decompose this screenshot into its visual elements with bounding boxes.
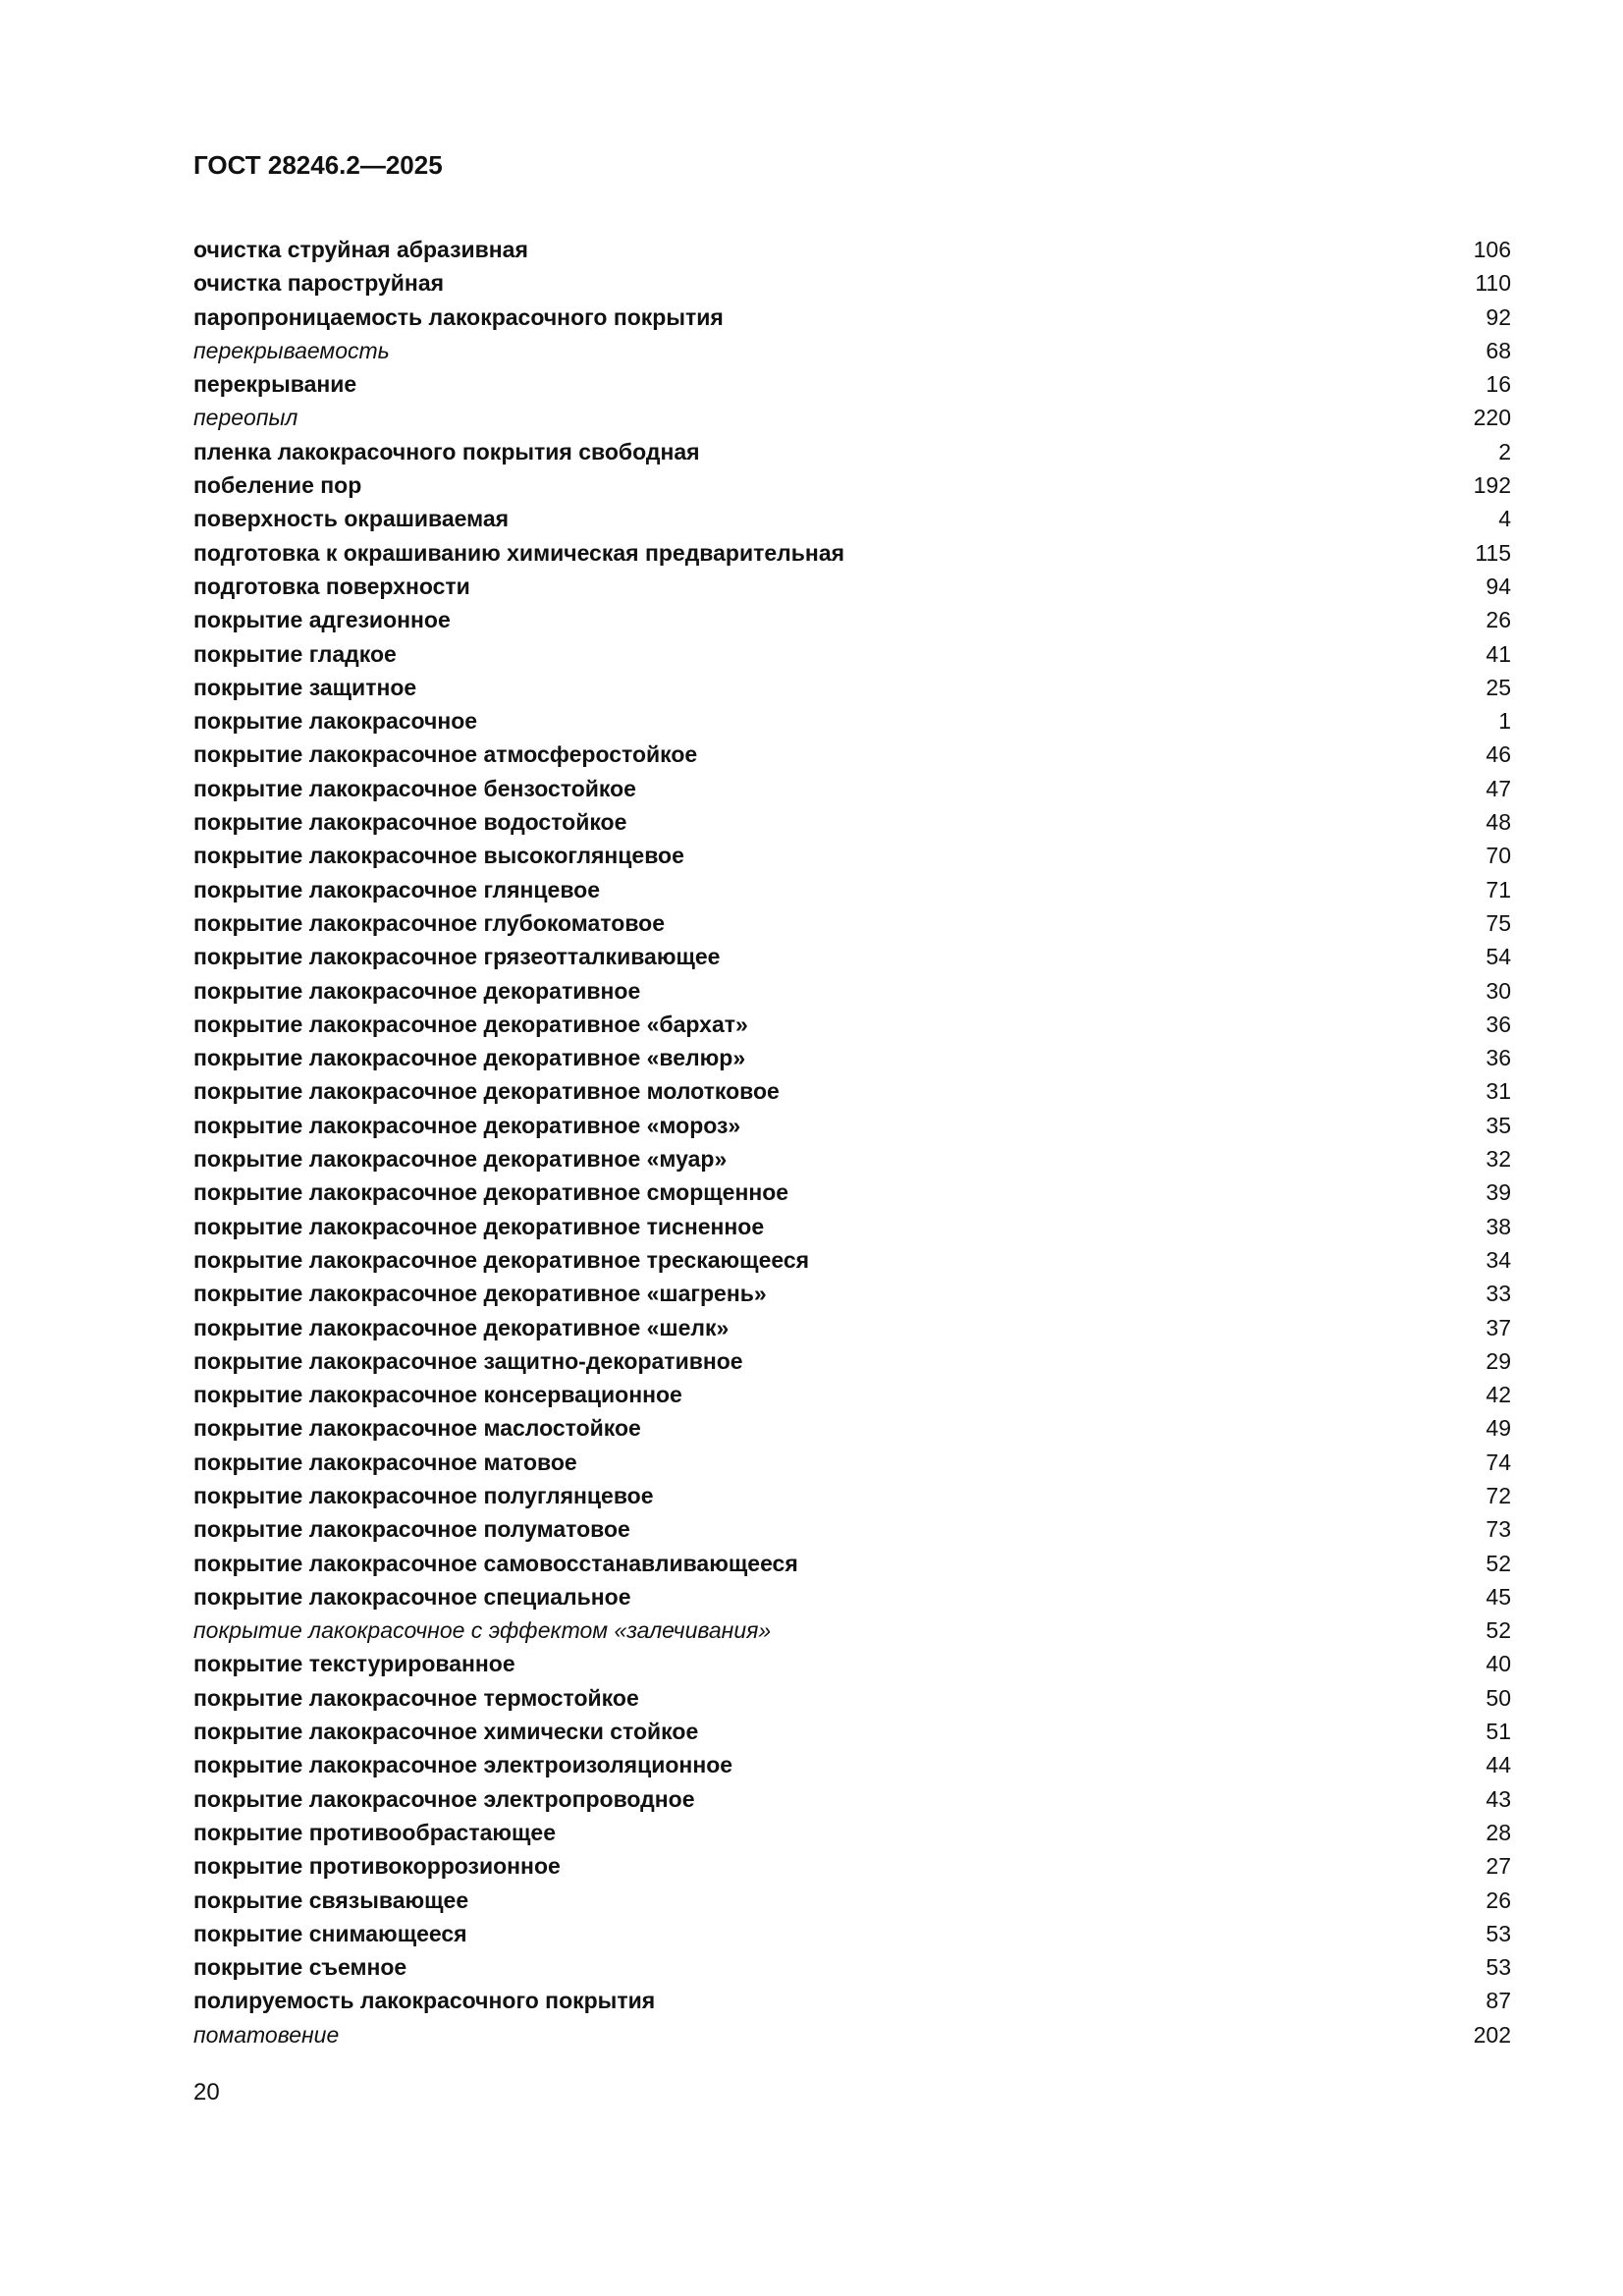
index-term: покрытие лакокрасочное электропроводное bbox=[193, 1785, 695, 1812]
index-term: покрытие лакокрасочное декоративное молотковое bbox=[193, 1078, 780, 1105]
index-term: перекрываемость bbox=[193, 337, 390, 363]
index-term-number: 115 bbox=[1475, 539, 1511, 566]
index-term: покрытие лакокрасочное декоративное сморщенное bbox=[193, 1179, 789, 1206]
index-term: покрытие лакокрасочное бензостойкое bbox=[193, 775, 636, 801]
index-term-number: 72 bbox=[1486, 1482, 1511, 1508]
index-term: покрытие лакокрасочное матовое bbox=[193, 1449, 577, 1475]
index-term-number: 53 bbox=[1486, 1920, 1511, 1946]
index-term: очистка пароструйная bbox=[193, 270, 445, 297]
index-term-number: 51 bbox=[1486, 1719, 1511, 1745]
index-term-number: 32 bbox=[1486, 1146, 1511, 1173]
index-entry bbox=[193, 671, 1511, 704]
index-term: покрытие лакокрасочное декоративное «шагрень» bbox=[193, 1281, 767, 1307]
index-term-number: 16 bbox=[1486, 371, 1511, 398]
index-entry bbox=[193, 906, 1511, 940]
index-term-number: 49 bbox=[1486, 1415, 1511, 1442]
index-entry bbox=[193, 637, 1511, 671]
index-term-number: 36 bbox=[1486, 1045, 1511, 1071]
page-number: 20 bbox=[193, 2079, 220, 2105]
alphabetical-index bbox=[193, 233, 1511, 2051]
index-entry bbox=[193, 367, 1511, 401]
index-entry bbox=[193, 1142, 1511, 1175]
index-term: покрытие лакокрасочное термостойкое bbox=[193, 1684, 639, 1711]
index-term: подготовка поверхности bbox=[193, 573, 470, 599]
index-entry bbox=[193, 1950, 1511, 1984]
index-term: покрытие лакокрасочное декоративное «шелк» bbox=[193, 1314, 730, 1340]
index-term-number: 39 bbox=[1486, 1179, 1511, 1206]
index-term: покрытие лакокрасочное маслостойкое bbox=[193, 1415, 641, 1442]
index-term: очистка струйная абразивная bbox=[193, 237, 528, 262]
index-entry bbox=[193, 940, 1511, 973]
index-term-number: 92 bbox=[1486, 303, 1511, 330]
index-term-number: 47 bbox=[1486, 775, 1511, 801]
index-entry bbox=[193, 1849, 1511, 1883]
index-term: покрытие съемное bbox=[193, 1954, 407, 1981]
index-entry bbox=[193, 1715, 1511, 1748]
index-term: покрытие лакокрасочное глубокоматовое bbox=[193, 909, 665, 936]
index-term: покрытие лакокрасочное защитно-декоративное bbox=[193, 1347, 743, 1374]
index-term-number: 44 bbox=[1486, 1752, 1511, 1778]
index-term: покрытие лакокрасочное декоративное трескающееся bbox=[193, 1246, 810, 1273]
index-term: покрытие лакокрасочное декоративное «велюр» bbox=[193, 1045, 746, 1071]
index-entry bbox=[193, 2018, 1511, 2051]
index-entry bbox=[193, 1816, 1511, 1849]
index-term-number: 48 bbox=[1486, 809, 1511, 836]
index-entry bbox=[193, 1210, 1511, 1243]
index-entry bbox=[193, 1378, 1511, 1411]
index-term-number: 74 bbox=[1486, 1449, 1511, 1475]
index-entry bbox=[193, 1681, 1511, 1715]
index-term-number: 28 bbox=[1486, 1819, 1511, 1845]
index-term: покрытие лакокрасочное bbox=[193, 708, 478, 735]
index-term: покрытие противокоррозионное bbox=[193, 1853, 561, 1880]
index-entry bbox=[193, 1277, 1511, 1310]
index-term: перекрывание bbox=[193, 371, 357, 398]
index-term: покрытие связывающее bbox=[193, 1886, 469, 1913]
index-term-number: 94 bbox=[1486, 573, 1511, 599]
index-term: поматовение bbox=[193, 2021, 340, 2048]
index-term: покрытие лакокрасочное водостойкое bbox=[193, 809, 627, 836]
index-entry bbox=[193, 1547, 1511, 1580]
index-term-number: 50 bbox=[1486, 1684, 1511, 1711]
index-term-number: 41 bbox=[1486, 640, 1511, 667]
index-term: пленка лакокрасочного покрытия свободная bbox=[193, 438, 700, 465]
index-entry bbox=[193, 502, 1511, 535]
index-term-number: 30 bbox=[1486, 977, 1511, 1004]
index-entry bbox=[193, 468, 1511, 502]
index-entry bbox=[193, 1479, 1511, 1512]
index-entry bbox=[193, 1041, 1511, 1074]
index-entry bbox=[193, 1613, 1511, 1647]
index-entry bbox=[193, 839, 1511, 872]
index-term-number: 54 bbox=[1486, 944, 1511, 970]
index-entry bbox=[193, 1748, 1511, 1781]
index-term-number: 31 bbox=[1486, 1078, 1511, 1105]
index-term-number: 29 bbox=[1486, 1347, 1511, 1374]
index-term: покрытие лакокрасочное электроизоляционное bbox=[193, 1752, 733, 1778]
index-term: покрытие гладкое bbox=[193, 640, 397, 667]
index-term: покрытие снимающееся bbox=[193, 1920, 467, 1946]
index-term: покрытие лакокрасочное декоративное «бархат» bbox=[193, 1011, 748, 1037]
index-entry bbox=[193, 1311, 1511, 1344]
index-entry bbox=[193, 974, 1511, 1008]
document-header: ГОСТ 28246.2—2025 bbox=[193, 150, 443, 180]
index-entry bbox=[193, 1344, 1511, 1378]
index-term-number: 36 bbox=[1486, 1011, 1511, 1037]
index-term: покрытие лакокрасочное специальное bbox=[193, 1583, 631, 1610]
index-term-number: 26 bbox=[1486, 1886, 1511, 1913]
index-term: покрытие лакокрасочное атмосферостойкое bbox=[193, 741, 698, 768]
index-term-number: 52 bbox=[1486, 1617, 1511, 1644]
index-entry bbox=[193, 1411, 1511, 1445]
index-term-number: 4 bbox=[1498, 506, 1511, 532]
index-entry bbox=[193, 1580, 1511, 1613]
index-term-number: 45 bbox=[1486, 1583, 1511, 1610]
index-term: покрытие лакокрасочное полуглянцевое bbox=[193, 1482, 654, 1508]
index-term-number: 53 bbox=[1486, 1954, 1511, 1981]
index-entry bbox=[193, 435, 1511, 468]
index-entry bbox=[193, 1446, 1511, 1479]
index-term-number: 40 bbox=[1486, 1651, 1511, 1677]
index-entry bbox=[193, 1008, 1511, 1041]
index-term: покрытие лакокрасочное декоративное bbox=[193, 977, 641, 1004]
index-term: паропроницаемость лакокрасочного покрытия bbox=[193, 303, 724, 330]
index-term-number: 75 bbox=[1486, 909, 1511, 936]
index-entry bbox=[193, 1243, 1511, 1277]
index-term: покрытие лакокрасочное консервационное bbox=[193, 1382, 682, 1408]
index-entry bbox=[193, 1512, 1511, 1546]
index-entry bbox=[193, 233, 1511, 266]
index-term-number: 192 bbox=[1473, 472, 1511, 499]
index-term: покрытие адгезионное bbox=[193, 607, 451, 633]
index-term-number: 1 bbox=[1498, 708, 1511, 735]
index-term-number: 202 bbox=[1473, 2021, 1511, 2048]
index-entry bbox=[193, 1109, 1511, 1142]
index-term-number: 73 bbox=[1486, 1516, 1511, 1543]
index-term: покрытие лакокрасочное с эффектом «залечивания» bbox=[193, 1617, 772, 1644]
index-entry bbox=[193, 1647, 1511, 1680]
index-term-number: 34 bbox=[1486, 1246, 1511, 1273]
index-term-number: 27 bbox=[1486, 1853, 1511, 1880]
index-term: подготовка к окрашиванию химическая предварительная bbox=[193, 539, 845, 566]
index-term: покрытие лакокрасочное грязеотталкивающее bbox=[193, 944, 721, 970]
index-term-number: 42 bbox=[1486, 1382, 1511, 1408]
index-term: покрытие лакокрасочное химически стойкое bbox=[193, 1719, 699, 1745]
index-entry bbox=[193, 1917, 1511, 1950]
index-term-number: 35 bbox=[1486, 1112, 1511, 1138]
index-term-number: 26 bbox=[1486, 607, 1511, 633]
index-entry bbox=[193, 301, 1511, 334]
index-term: побеление пор bbox=[193, 472, 362, 499]
index-entry bbox=[193, 1884, 1511, 1917]
index-term: покрытие лакокрасочное декоративное «муар» bbox=[193, 1146, 728, 1173]
index-term-number: 106 bbox=[1473, 237, 1511, 262]
index-term: покрытие лакокрасочное декоративное тисненное bbox=[193, 1213, 765, 1239]
index-term: полируемость лакокрасочного покрытия bbox=[193, 1988, 656, 2014]
index-term-number: 52 bbox=[1486, 1550, 1511, 1576]
index-entry bbox=[193, 266, 1511, 300]
index-term: покрытие лакокрасочное декоративное «мороз» bbox=[193, 1112, 741, 1138]
index-entry bbox=[193, 772, 1511, 805]
index-entry bbox=[193, 1984, 1511, 2017]
index-entry bbox=[193, 536, 1511, 570]
index-entry bbox=[193, 603, 1511, 636]
index-term-number: 87 bbox=[1486, 1988, 1511, 2014]
index-entry bbox=[193, 1782, 1511, 1816]
index-entry bbox=[193, 1074, 1511, 1108]
index-entry bbox=[193, 873, 1511, 906]
index-term-number: 220 bbox=[1473, 405, 1511, 431]
index-term-number: 46 bbox=[1486, 741, 1511, 768]
index-term: покрытие противообрастающее bbox=[193, 1819, 557, 1845]
index-entry bbox=[193, 1175, 1511, 1209]
index-term: покрытие лакокрасочное высокоглянцевое bbox=[193, 843, 684, 869]
index-term-number: 33 bbox=[1486, 1281, 1511, 1307]
index-term: покрытие текстурированное bbox=[193, 1651, 515, 1677]
index-term: покрытие защитное bbox=[193, 674, 417, 700]
index-entry bbox=[193, 334, 1511, 367]
index-term-number: 110 bbox=[1475, 270, 1511, 297]
index-term-number: 71 bbox=[1486, 876, 1511, 902]
index-term-number: 37 bbox=[1486, 1314, 1511, 1340]
index-entry bbox=[193, 738, 1511, 771]
index-entry bbox=[193, 805, 1511, 839]
index-term-number: 25 bbox=[1486, 674, 1511, 700]
index-term: поверхность окрашиваемая bbox=[193, 506, 510, 532]
index-term: переопыл bbox=[193, 405, 298, 431]
index-term-number: 43 bbox=[1486, 1785, 1511, 1812]
index-term-number: 70 bbox=[1486, 843, 1511, 869]
index-term-number: 38 bbox=[1486, 1213, 1511, 1239]
index-term-number: 2 bbox=[1498, 438, 1511, 465]
index-term-number: 68 bbox=[1486, 337, 1511, 363]
index-term: покрытие лакокрасочное самовосстанавливающееся bbox=[193, 1550, 798, 1576]
index-entry bbox=[193, 401, 1511, 434]
index-term: покрытие лакокрасочное глянцевое bbox=[193, 876, 601, 902]
index-entry bbox=[193, 704, 1511, 738]
index-entry bbox=[193, 570, 1511, 603]
index-term: покрытие лакокрасочное полуматовое bbox=[193, 1516, 630, 1543]
